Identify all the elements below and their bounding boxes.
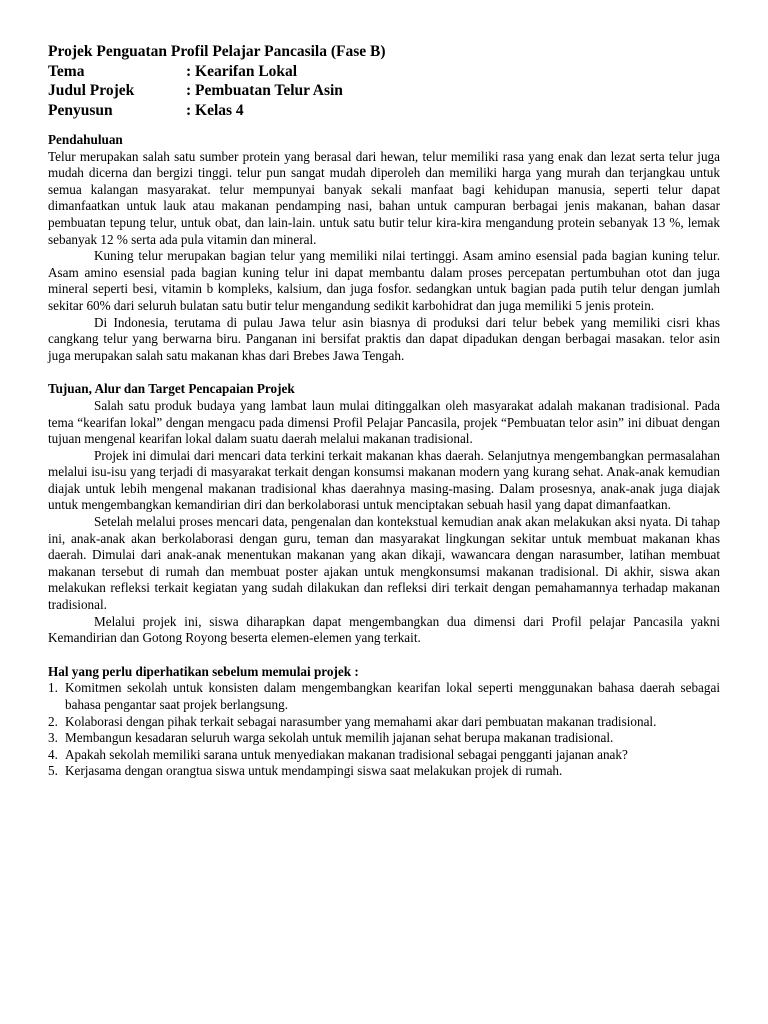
section-heading: Hal yang perlu diperhatikan sebelum memulai projek : [48, 663, 359, 679]
header-value: : Kearifan Lokal [186, 62, 298, 80]
list-item [48, 714, 720, 731]
list-number: 4. [48, 746, 58, 762]
section-heading: Pendahuluan [48, 132, 123, 147]
list-text: Membangun kesadaran seluruh warga sekolah untuk memilih jajanan sehat berupa makanan tradisional. [65, 730, 614, 746]
header-label: Penyusun [48, 101, 113, 119]
header-value: : Kelas 4 [186, 101, 244, 119]
list-item [48, 680, 720, 713]
list-text: Apakah sekolah memiliki sarana untuk menyediakan makanan tradisional sebagai pengganti jajanan anak? [65, 746, 628, 762]
list-number: 2. [48, 713, 58, 729]
header-label: Judul Projek [48, 82, 135, 99]
section-pendahuluan [48, 132, 720, 364]
list-item [48, 730, 720, 747]
list-text: Kerjasama dengan orangtua siswa untuk mendampingi siswa saat melakukan projek di rumah. [65, 763, 563, 779]
list-text: Komitmen sekolah untuk konsisten dalam mengembangkan kearifan lokal seperti menggunakan bahasa daerah sebagai bahasa pengantar saat projek berlangsung. [65, 680, 720, 712]
paragraph: Di Indonesia, terutama di pulau Jawa telur asin biasnya di produksi dari telur bebek yang memiliki cisri khas cangkang telur yang berwarna biru. Panganan ini bersifat praktis dan dapat dipadukan dengan berbagai masakan. telor asin juga merupakan salah satu makanan khas dari Brebes Jawa Tengah. [48, 314, 720, 363]
header-row-judul [48, 81, 720, 101]
paragraph: Setelah melalui proses mencari data, pengenalan dan kontekstual kemudian anak akan melakukan aksi nyata. Di tahap ini, anak-anak akan berkolaborasi dengan guru, teman dan masyarakat lingkungan sekitar untuk membuat makanan khas daerah. Dimulai dari anak-anak menentukan makanan yang akan dikaji, wawancara dengan narasumber, latihan membuat makanan tersebut di rumah dan membuat poster ajakan untuk mengkonsumsi makanan tradisional. Di akhir, siswa akan melakukan refleksi terkait kegiatan yang sudah dilakukan dan refleksi diri terkait dengan pemahamannya terhadap makanan tradisional. [48, 514, 720, 613]
paragraph: Projek ini dimulai dari mencari data terkini terkait makanan khas daerah. Selanjutnya mengembangkan permasalahan melalui isu-isu yang terjadi di masyarakat terkait dengan konsumsi makanan modern yang kurang sehat. Anak-anak kemudian diajak untuk lebih mengenal makanan tradisional khas daerahnya masing-masing. Dalam prosesnya, anak-anak juga diajak untuk mengembangkan kemandirian diri dan berkolaborasi untuk menciptakan sebuah hasil yang dapat dimanfaatkan. [48, 447, 720, 513]
list-number: 3. [48, 730, 58, 746]
section-heading: Tujuan, Alur dan Target Pencapaian Projek [48, 381, 295, 397]
section-tujuan [48, 381, 720, 647]
paragraph: Telur merupakan salah satu sumber protein yang berasal dari hewan, telur memiliki rasa yang enak dan lezat serta telur juga mudah dicerna dan bergizi tinggi. telur pun sangat mudah diperoleh dan memiliki harga yang murah dan terjangkau untuk semua kalangan masyarakat. telur mempunyai banyak sekali manfaat bagi kehidupan manusia, seperti telur dapat dimanfaatkan untuk lauk atau makanan pendamping nasi, bahan untuk campuran berbagai jenis makanan, bahan dasar pembuatan tepung telur, untuk obat, dan lain-lain. untuk satu butir telur kira-kira mengandung protein sebanyak 13 %, lemak sebanyak 12 % serta ada pula vitamin dan mineral. [48, 148, 720, 247]
paragraph: Kuning telur merupakan bagian telur yang memiliki nilai tertinggi. Asam amino esensial pada bagian kuning telur. Asam amino esensial pada bagian kuning telur ini dapat membantu dalam proses percepatan pertumbuhan otot dan juga mineral seperti besi, vitamin b kompleks, kalsium, dan juga fosfor. sedangkan untuk bagian pada putih telur dengan jumlah sekitar 60% dari seluruh bulatan satu butir telur mengandung sedikit karbohidrat dan juga memiliki 5 jenis protein. [48, 248, 720, 313]
list-item [48, 763, 720, 780]
list-number: 5. [48, 763, 58, 779]
paragraph: Melalui projek ini, siswa diharapkan dapat mengembangkan dua dimensi dari Profil pelajar Pancasila yakni Kemandirian dan Gotong Royong beserta elemen-elemen yang terkait. [48, 613, 720, 646]
list-text: Kolaborasi dengan pihak terkait sebagai narasumber yang memahami akar dari pembuatan makanan tradisional. [65, 713, 657, 729]
requirements-list [48, 680, 720, 780]
header-row-penyusun [48, 101, 720, 121]
section-hal [48, 664, 720, 780]
document-title: Projek Penguatan Profil Pelajar Pancasila (Fase B) [48, 43, 386, 60]
header-row-tema [48, 62, 720, 82]
header-label: Tema [48, 62, 85, 80]
list-item [48, 747, 720, 764]
header-value: : Pembuatan Telur Asin [186, 82, 343, 99]
list-number: 1. [48, 680, 58, 696]
document-header [48, 42, 720, 120]
paragraph: Salah satu produk budaya yang lambat laun mulai ditinggalkan oleh masyarakat adalah makanan tradisional. Pada tema “kearifan lokal” dengan mengacu pada dimensi Profil Pelajar Pancasila, projek “Pembuatan telor asin” ini dibuat dengan tujuan mengenal kearifan lokal dalam suatu daerah melalui makanan tradisional. [48, 397, 720, 447]
